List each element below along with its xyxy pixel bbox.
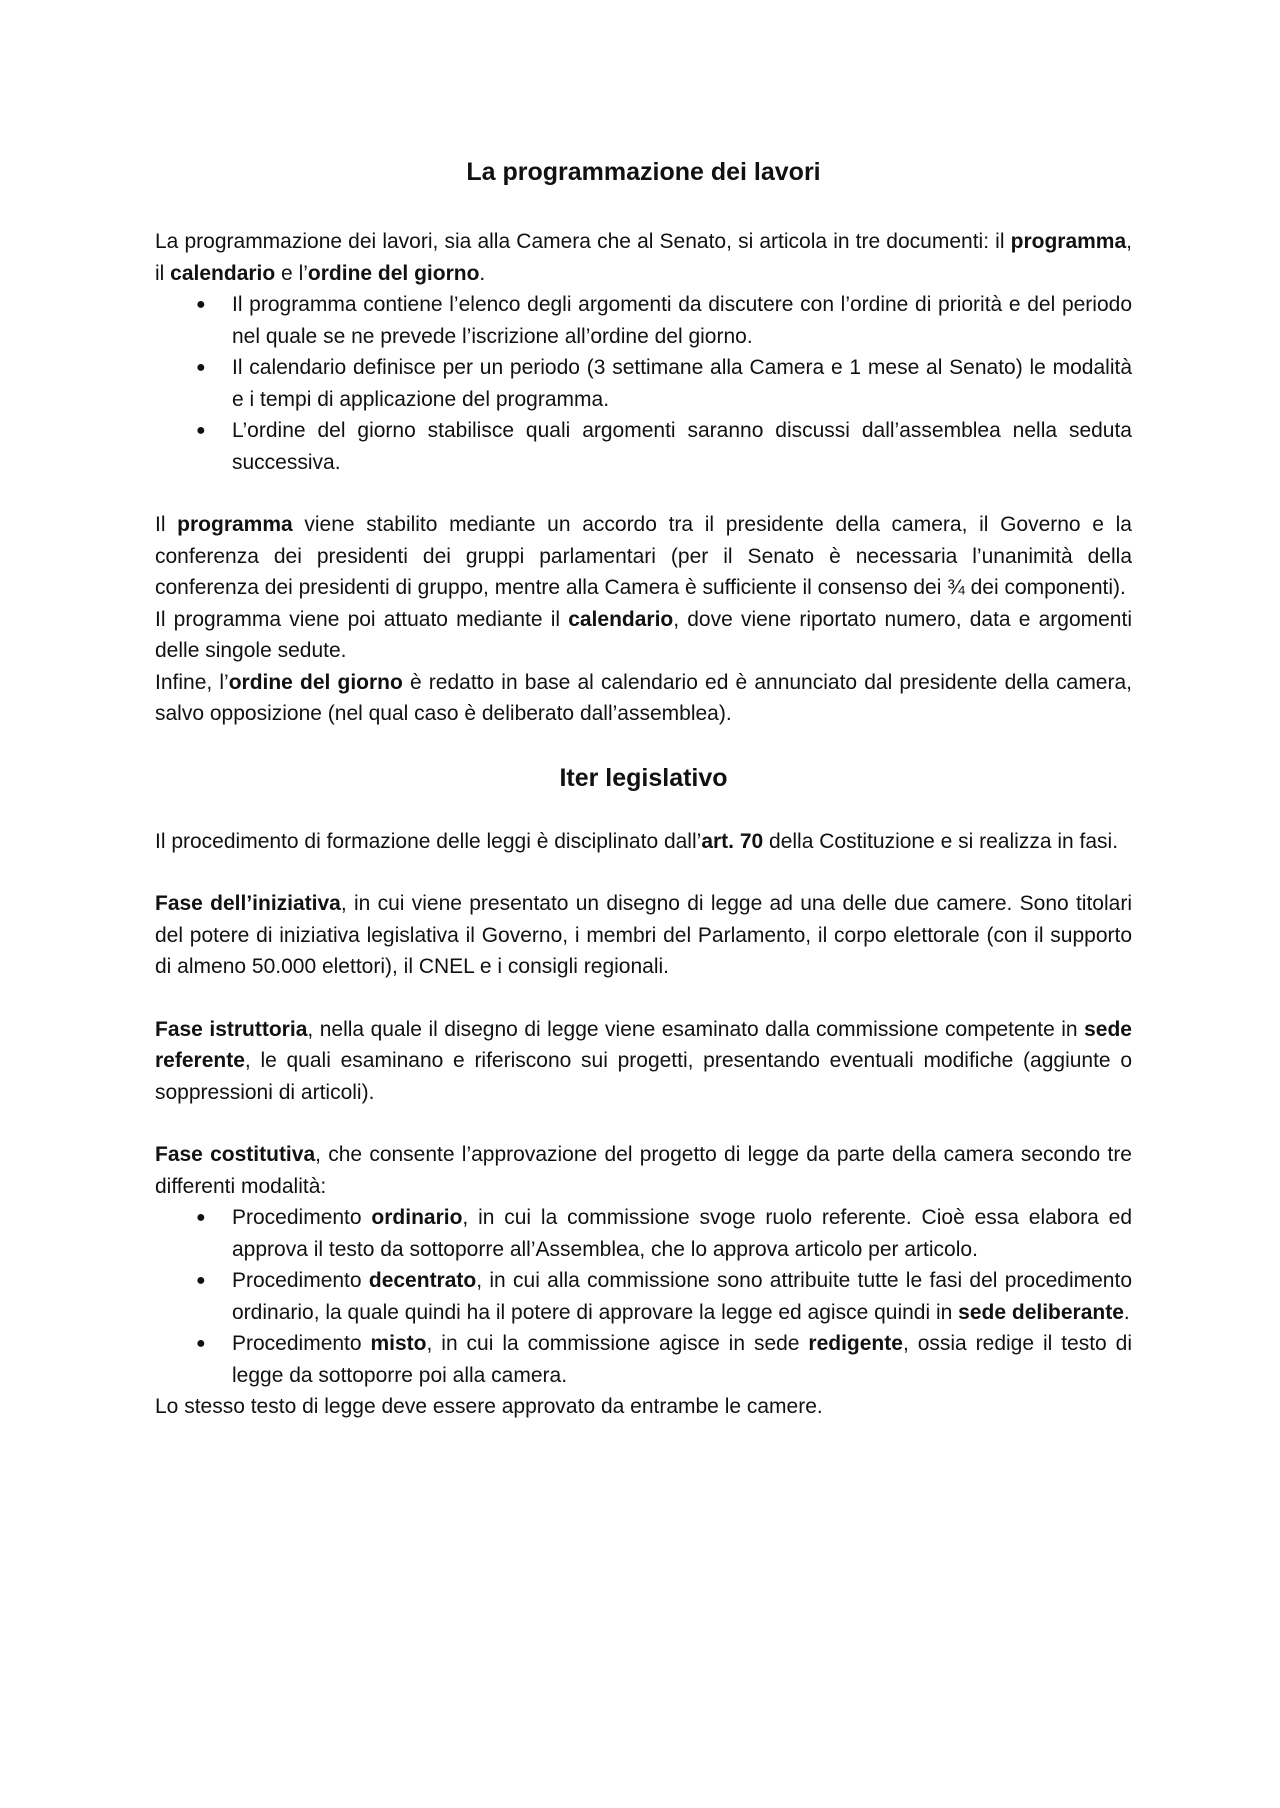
programma-paragraph xyxy=(155,509,1132,604)
text-run: , in cui viene presentato un disegno di legge ad una delle due camere. Sono titolari del potere di iniziativa legislativa il Governo, i membri del Parlamento, il corpo elettorale (con il supporto di almeno 50.000 elettori), il CNEL e i consigli regionali. xyxy=(155,892,1132,978)
text-run: Procedimento xyxy=(232,1332,371,1355)
bold-run: misto xyxy=(370,1332,427,1355)
list-item-text: Il programma contiene l’elenco degli argomenti da discutere con l’ordine di priorità e del periodo nel quale se ne prevede l’iscrizione all’ordine del giorno. xyxy=(232,293,1132,348)
bold-run: redigente xyxy=(808,1332,903,1355)
bold-run: Fase istruttoria xyxy=(155,1017,308,1041)
costitutiva-paragraph xyxy=(155,1139,1132,1202)
bullet-icon: ● xyxy=(196,359,206,376)
text-run: , in cui la commissione svoge ruolo referente. Cioè essa elabora ed approva il testo da sottoporre all’Assemblea, che lo approva articolo per articolo. xyxy=(232,1206,1132,1261)
text-run: Procedimento xyxy=(232,1206,372,1229)
istruttoria-paragraph xyxy=(155,1014,1132,1109)
spacer xyxy=(155,478,1132,509)
text-run: viene stabilito mediante un accordo tra il presidente della camera, il Governo e la conferenza dei presidenti dei gruppi parlamentari (per il Senato è necessaria l’unanimità della conferenza dei presidenti di gruppo, mentre alla Camera è sufficiente il consenso dei ¾ dei componenti). xyxy=(155,513,1132,599)
bold-run: decentrato xyxy=(368,1269,477,1292)
text-run: , nella quale il disegno di legge viene esaminato dalla commissione competente in xyxy=(307,1017,1085,1041)
list-item xyxy=(155,1265,1132,1328)
bold-run: Fase costitutiva xyxy=(155,1143,316,1166)
bold-run: programma xyxy=(1010,230,1127,253)
text-run: , il xyxy=(155,230,1132,285)
text-run: Il programma viene poi attuato mediante il xyxy=(155,607,569,631)
bullet-icon: ● xyxy=(196,1209,206,1226)
bold-run: ordine del giorno xyxy=(228,670,403,694)
bold-run: art. 70 xyxy=(701,829,764,853)
closing-paragraph: Lo stesso testo di legge deve essere approvato da entrambe le camere. xyxy=(155,1395,823,1418)
bold-run: sede deliberante xyxy=(958,1300,1124,1324)
calendario-paragraph xyxy=(155,604,1132,667)
spacer xyxy=(155,857,1132,888)
text-run: . xyxy=(1123,1300,1130,1324)
text-run: della Costituzione e si realizza in fasi. xyxy=(763,829,1119,853)
text-run: . xyxy=(479,261,486,285)
list-item xyxy=(155,289,1132,352)
text-run: , le quali esaminano e riferiscono sui progetti, presentando eventuali modifiche (aggiunte o soppressioni di articoli). xyxy=(155,1049,1132,1104)
bullet-icon: ● xyxy=(196,296,206,313)
list-item xyxy=(155,352,1132,415)
list-item-text: L’ordine del giorno stabilisce quali argomenti saranno discussi dall’assemblea nella seduta successiva. xyxy=(232,419,1132,474)
text-run: Infine, l’ xyxy=(155,670,229,694)
bold-run: programma xyxy=(177,513,293,536)
text-run: , dove viene riportato numero, data e argomenti delle singole sedute. xyxy=(155,607,1132,662)
list-item xyxy=(155,1202,1132,1265)
bold-run: calendario xyxy=(568,607,674,631)
list-item-text: Il calendario definisce per un periodo (3 settimane alla Camera e 1 mese al Senato) le modalità e i tempi di applicazione del programma. xyxy=(232,356,1132,411)
bold-run: Fase dell’iniziativa xyxy=(155,892,341,915)
section-title-programmazione: La programmazione dei lavori xyxy=(466,158,821,186)
text-run: Il xyxy=(155,513,178,536)
ordine-paragraph xyxy=(155,667,1132,730)
list-item xyxy=(155,1328,1132,1391)
intro-paragraph xyxy=(155,226,1132,289)
text-run: , in cui la commissione agisce in sede xyxy=(426,1332,809,1355)
procedimento-paragraph xyxy=(155,826,1132,858)
text-run: Procedimento xyxy=(232,1269,369,1292)
bold-run: calendario xyxy=(170,261,276,285)
text-run: , in cui alla commissione sono attribuite tutte le fasi del procedimento ordinario, la quale quindi ha il potere di approvare la legge ed agisce quindi in xyxy=(232,1269,1132,1324)
bullet-icon: ● xyxy=(196,1335,206,1352)
bold-run: ordine del giorno xyxy=(307,261,480,285)
text-run: Il procedimento di formazione delle leggi è disciplinato dall’ xyxy=(155,829,702,853)
text-run: è redatto in base al calendario ed è annunciato dal presidente della camera, salvo opposizione (nel qual caso è deliberato dall’assemblea). xyxy=(155,670,1132,725)
section-title-iter: Iter legislativo xyxy=(559,763,728,792)
bold-run: sede referente xyxy=(155,1017,1132,1072)
spacer xyxy=(155,1108,1132,1139)
text-run: La programmazione dei lavori, sia alla Camera che al Senato, si articola in tre documenti: il xyxy=(155,230,1011,253)
bullet-icon: ● xyxy=(196,422,206,439)
text-run: , ossia redige il testo di legge da sottoporre poi alla camera. xyxy=(232,1332,1132,1387)
spacer xyxy=(155,983,1132,1014)
iniziativa-paragraph xyxy=(155,888,1132,983)
text-run: e l’ xyxy=(275,261,308,285)
documents-list xyxy=(155,289,1132,478)
list-item xyxy=(155,415,1132,478)
bullet-icon: ● xyxy=(196,1272,206,1289)
procedimenti-list xyxy=(155,1202,1132,1391)
bold-run: ordinario xyxy=(371,1206,463,1229)
text-run: , che consente l’approvazione del progetto di legge da parte della camera secondo tre differenti modalità: xyxy=(155,1143,1132,1198)
